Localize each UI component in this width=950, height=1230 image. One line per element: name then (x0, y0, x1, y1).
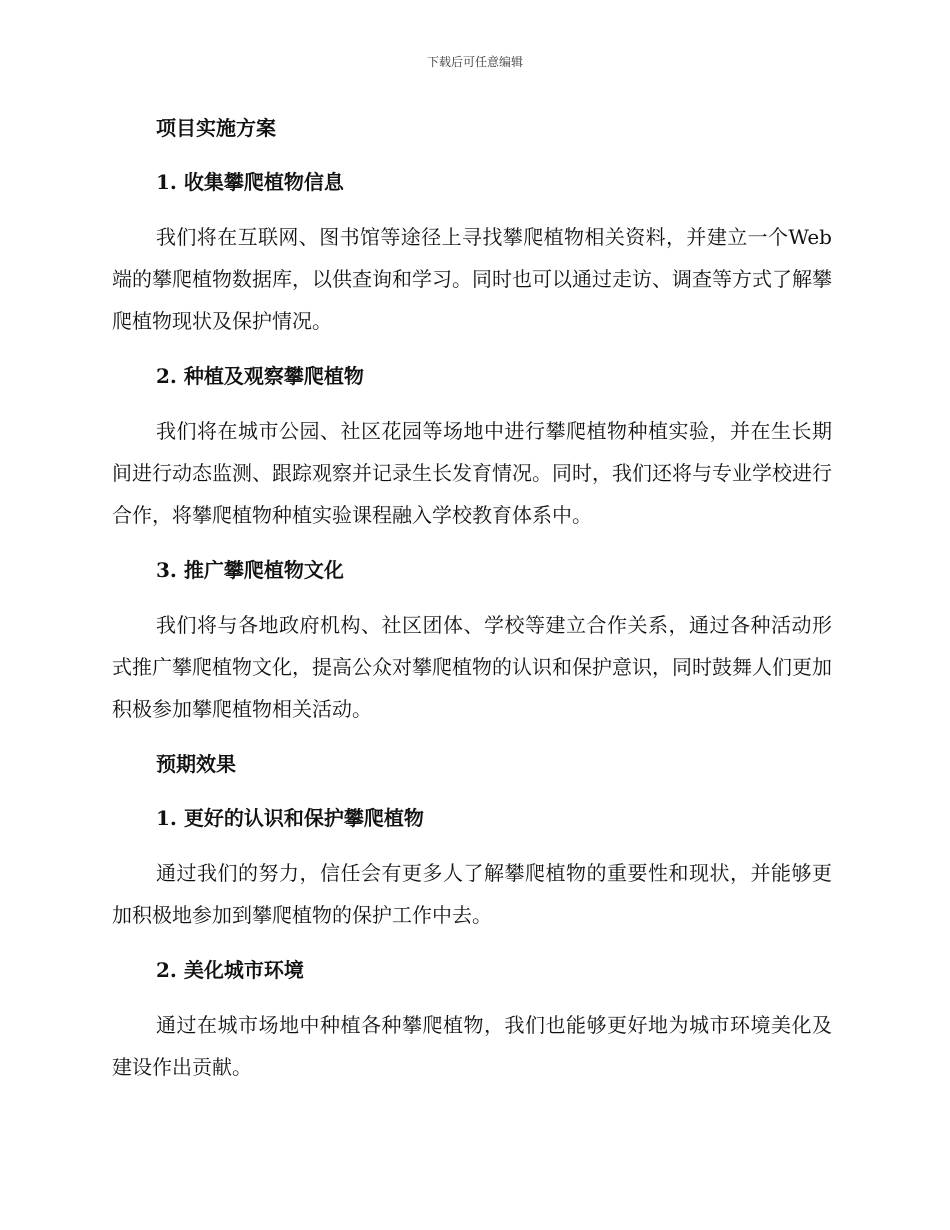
effect-paragraph-1: 通过我们的努力，信任会有更多人了解攀爬植物的重要性和现状，并能够更加积极地参加到攀爬植物的保护工作中去。 (112, 861, 832, 927)
item-heading-3: 3. 推广攀爬植物文化 (156, 558, 344, 582)
effect-heading-1: 1. 更好的认识和保护攀爬植物 (156, 806, 424, 830)
section-heading-plan: 项目实施方案 (156, 116, 276, 140)
item-paragraph-1: 我们将在互联网、图书馆等途径上寻找攀爬植物相关资料，并建立一个Web端的攀爬植物数据库，以供查询和学习。同时也可以通过走访、调查等方式了解攀爬植物现状及保护情况。 (112, 225, 832, 333)
effect-paragraph-2: 通过在城市场地中种植各种攀爬植物，我们也能够更好地为城市环境美化及建设作出贡献。 (112, 1013, 832, 1079)
effect-heading-2: 2. 美化城市环境 (156, 958, 304, 982)
page-header: 下载后可任意编辑 (426, 55, 523, 69)
section-heading-effect: 预期效果 (156, 752, 236, 776)
item-paragraph-2: 我们将在城市公园、社区花园等场地中进行攀爬植物种植实验，并在生长期间进行动态监测、跟踪观察并记录生长发育情况。同时，我们还将与专业学校进行合作，将攀爬植物种植实验课程融入学校教育体系中。 (112, 419, 832, 527)
item-heading-1: 1. 收集攀爬植物信息 (156, 170, 344, 194)
document-body (112, 108, 832, 1102)
item-heading-2: 2. 种植及观察攀爬植物 (156, 364, 364, 388)
item-paragraph-3: 我们将与各地政府机构、社区团体、学校等建立合作关系，通过各种活动形式推广攀爬植物文化，提高公众对攀爬植物的认识和保护意识，同时鼓舞人们更加积极参加攀爬植物相关活动。 (112, 613, 832, 721)
